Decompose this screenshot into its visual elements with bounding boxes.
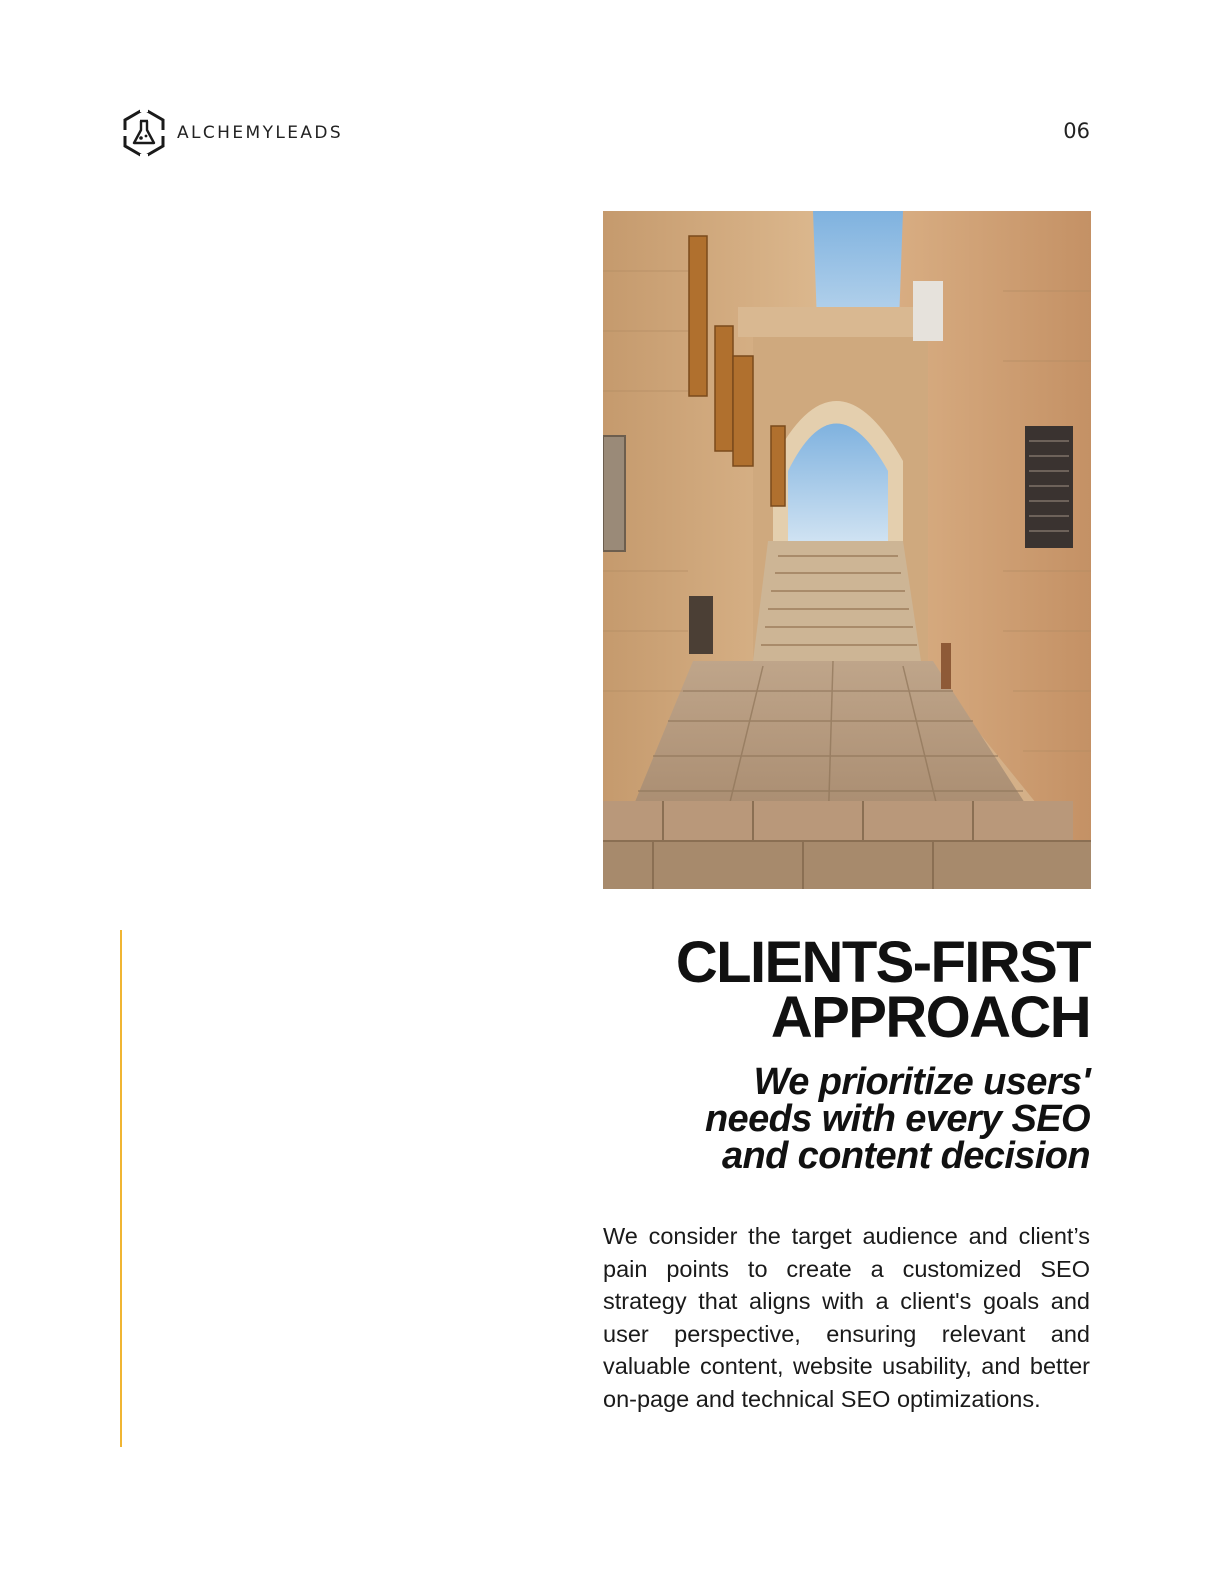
alley-photo: [603, 211, 1091, 889]
accent-divider: [120, 930, 122, 1447]
stone-alley-image: [603, 211, 1091, 889]
hexagon-flask-icon: [120, 106, 168, 160]
brand-logo: [120, 106, 343, 160]
section-title: [570, 930, 1090, 1050]
subtitle-line-1: We prioritize users': [753, 1061, 1090, 1103]
section-body: We consider the target audience and client’s pain points to create a customized SEO strategy that aligns with a client's goals and user perspective, ensuring relevant and valuable content, website usability, and better on-page and technical SEO optimizations.: [603, 1223, 1090, 1412]
page-number: 06: [1063, 119, 1090, 143]
title-line-1: CLIENTS-FIRST: [675, 930, 1090, 995]
brand-name: ALCHEMYLEADS: [177, 123, 344, 143]
title-line-2: APPROACH: [770, 985, 1090, 1050]
section-subtitle: [610, 1061, 1090, 1177]
subtitle-line-3: and content decision: [721, 1135, 1090, 1177]
subtitle-line-2: needs with every SEO: [704, 1098, 1090, 1140]
